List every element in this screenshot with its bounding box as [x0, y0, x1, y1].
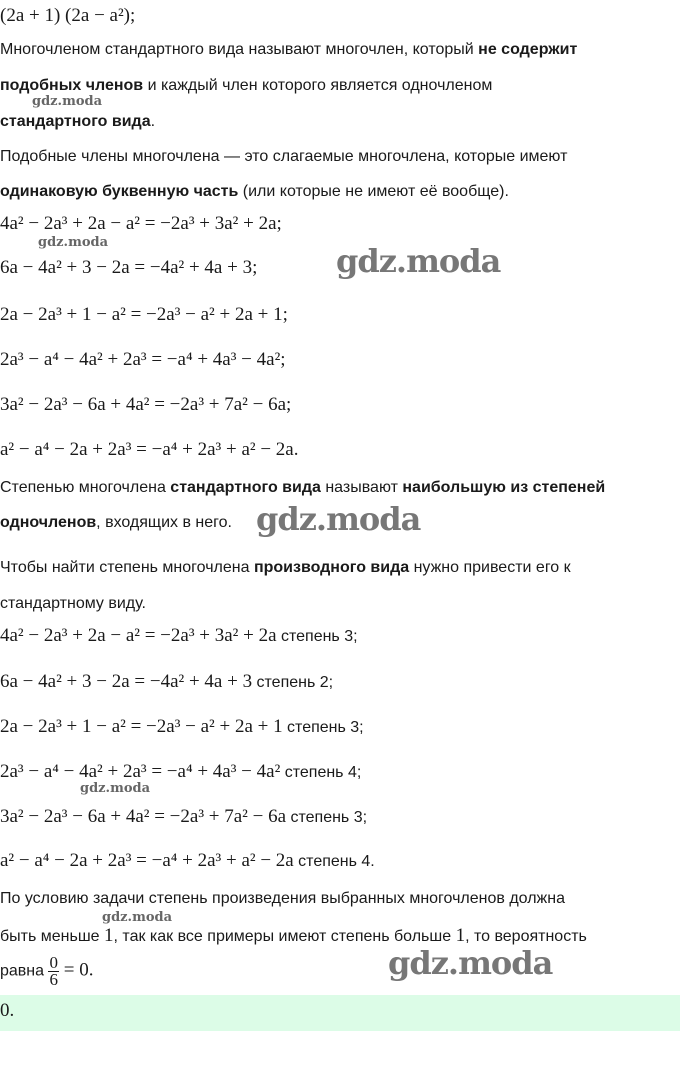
math-line: 4a² − 2a³ + 2a − a² = −2a³ + 3a² + 2a; [0, 213, 282, 234]
text: Многочленом стандартного вида называют многочлен, который [0, 41, 479, 58]
degree-line [0, 672, 333, 693]
math-expr: = 0. [58, 959, 94, 981]
numerator: 0 [49, 953, 58, 972]
watermark: gdz.moda [388, 944, 553, 982]
text: называют [320, 479, 403, 496]
definition-line: стандартному виду. [0, 595, 146, 612]
bold-text: стандартного вида [0, 113, 151, 130]
math-expr: 2a³ − a⁴ − 4a² + 2a³ = −a⁴ + 4a³ − 4a² [0, 761, 281, 782]
degree-label: степень 3; [282, 719, 364, 736]
bold-text: одинаковую буквенную часть [0, 183, 239, 200]
text: и каждый член которого является одночленом [143, 77, 493, 94]
denominator: 6 [49, 970, 58, 989]
definition-line [0, 513, 232, 533]
definition-line [0, 182, 509, 202]
definition-line [0, 558, 571, 578]
bold-text: одночленов [0, 514, 97, 531]
math-line: 2a³ − a⁴ − 4a² + 2a³ = −a⁴ + 4a³ − 4a²; [0, 349, 286, 370]
conclusion-line [0, 955, 93, 988]
watermark: gdz.moda [256, 500, 421, 538]
math-expr: 4a² − 2a³ + 2a − a² = −2a³ + 3a² + 2a [0, 625, 277, 646]
text: равна [0, 962, 49, 980]
math-expr: a² − a⁴ − 2a + 2a³ = −a⁴ + 2a³ + a² − 2a [0, 850, 294, 871]
definition-line [0, 40, 577, 60]
degree-line [0, 626, 358, 647]
bold-text: стандартного вида [170, 479, 321, 496]
text: (или которые не имеют её вообще). [238, 183, 509, 200]
watermark: gdz.moda [32, 94, 103, 109]
math-expr: 6a − 4a² + 3 − 2a = −4a² + 4a + 3 [0, 671, 253, 692]
math-expr: 2a − 2a³ + 1 − a² = −2a³ − a² + 2a + 1 [0, 716, 283, 737]
degree-line [0, 717, 364, 738]
watermark: gdz.moda [102, 910, 173, 925]
math-expr: 3a² − 2a³ − 6a + 4a² = −2a³ + 7a² − 6a [0, 806, 287, 827]
definition-line [0, 76, 492, 96]
text: нужно привести его к [409, 559, 571, 576]
text: Чтобы найти степень многочлена [0, 559, 254, 576]
fraction [48, 955, 59, 988]
intro-expression: (2a + 1) (2a − a²); [0, 5, 136, 26]
text: . [150, 113, 156, 130]
math-number: 1 [104, 925, 114, 946]
bold-text: наибольшую из степеней [402, 479, 606, 496]
bold-text: не содержит [478, 41, 578, 58]
bold-text: подобных членов [0, 77, 144, 94]
text: , то вероятность [465, 928, 587, 945]
degree-label: степень 4; [280, 764, 362, 781]
math-line: 6a − 4a² + 3 − 2a = −4a² + 4a + 3; [0, 257, 258, 278]
answer-box [0, 995, 680, 1031]
conclusion-line: По условию задачи степень произведения выбранных многочленов должна [0, 890, 565, 907]
degree-label: степень 4. [293, 853, 375, 870]
answer-value: 0. [0, 1000, 15, 1021]
math-line: a² − a⁴ − 2a + 2a³ = −a⁴ + 2a³ + a² − 2a. [0, 439, 299, 460]
text: быть меньше [0, 928, 105, 945]
degree-label: степень 2; [252, 674, 334, 691]
degree-line [0, 851, 375, 872]
definition-line [0, 478, 605, 498]
watermark: gdz.moda [38, 235, 109, 250]
definition-line: Подобные члены многочлена — это слагаемые многочлена, которые имеют [0, 148, 568, 165]
text: , входящих в него. [96, 514, 232, 531]
math-number: 1 [455, 925, 466, 946]
degree-line [0, 807, 367, 828]
math-line: 2a − 2a³ + 1 − a² = −2a³ − a² + 2a + 1; [0, 304, 288, 325]
bold-text: производного вида [253, 559, 410, 576]
definition-line [0, 112, 155, 132]
degree-label: степень 3; [276, 628, 358, 645]
degree-line [0, 762, 361, 783]
watermark: gdz.moda [336, 242, 501, 280]
text: , так как все примеры имеют степень больше [113, 928, 456, 945]
watermark: gdz.moda [80, 781, 151, 796]
degree-label: степень 3; [286, 809, 368, 826]
text: Степенью многочлена [0, 479, 171, 496]
math-line: 3a² − 2a³ − 6a + 4a² = −2a³ + 7a² − 6a; [0, 394, 292, 415]
